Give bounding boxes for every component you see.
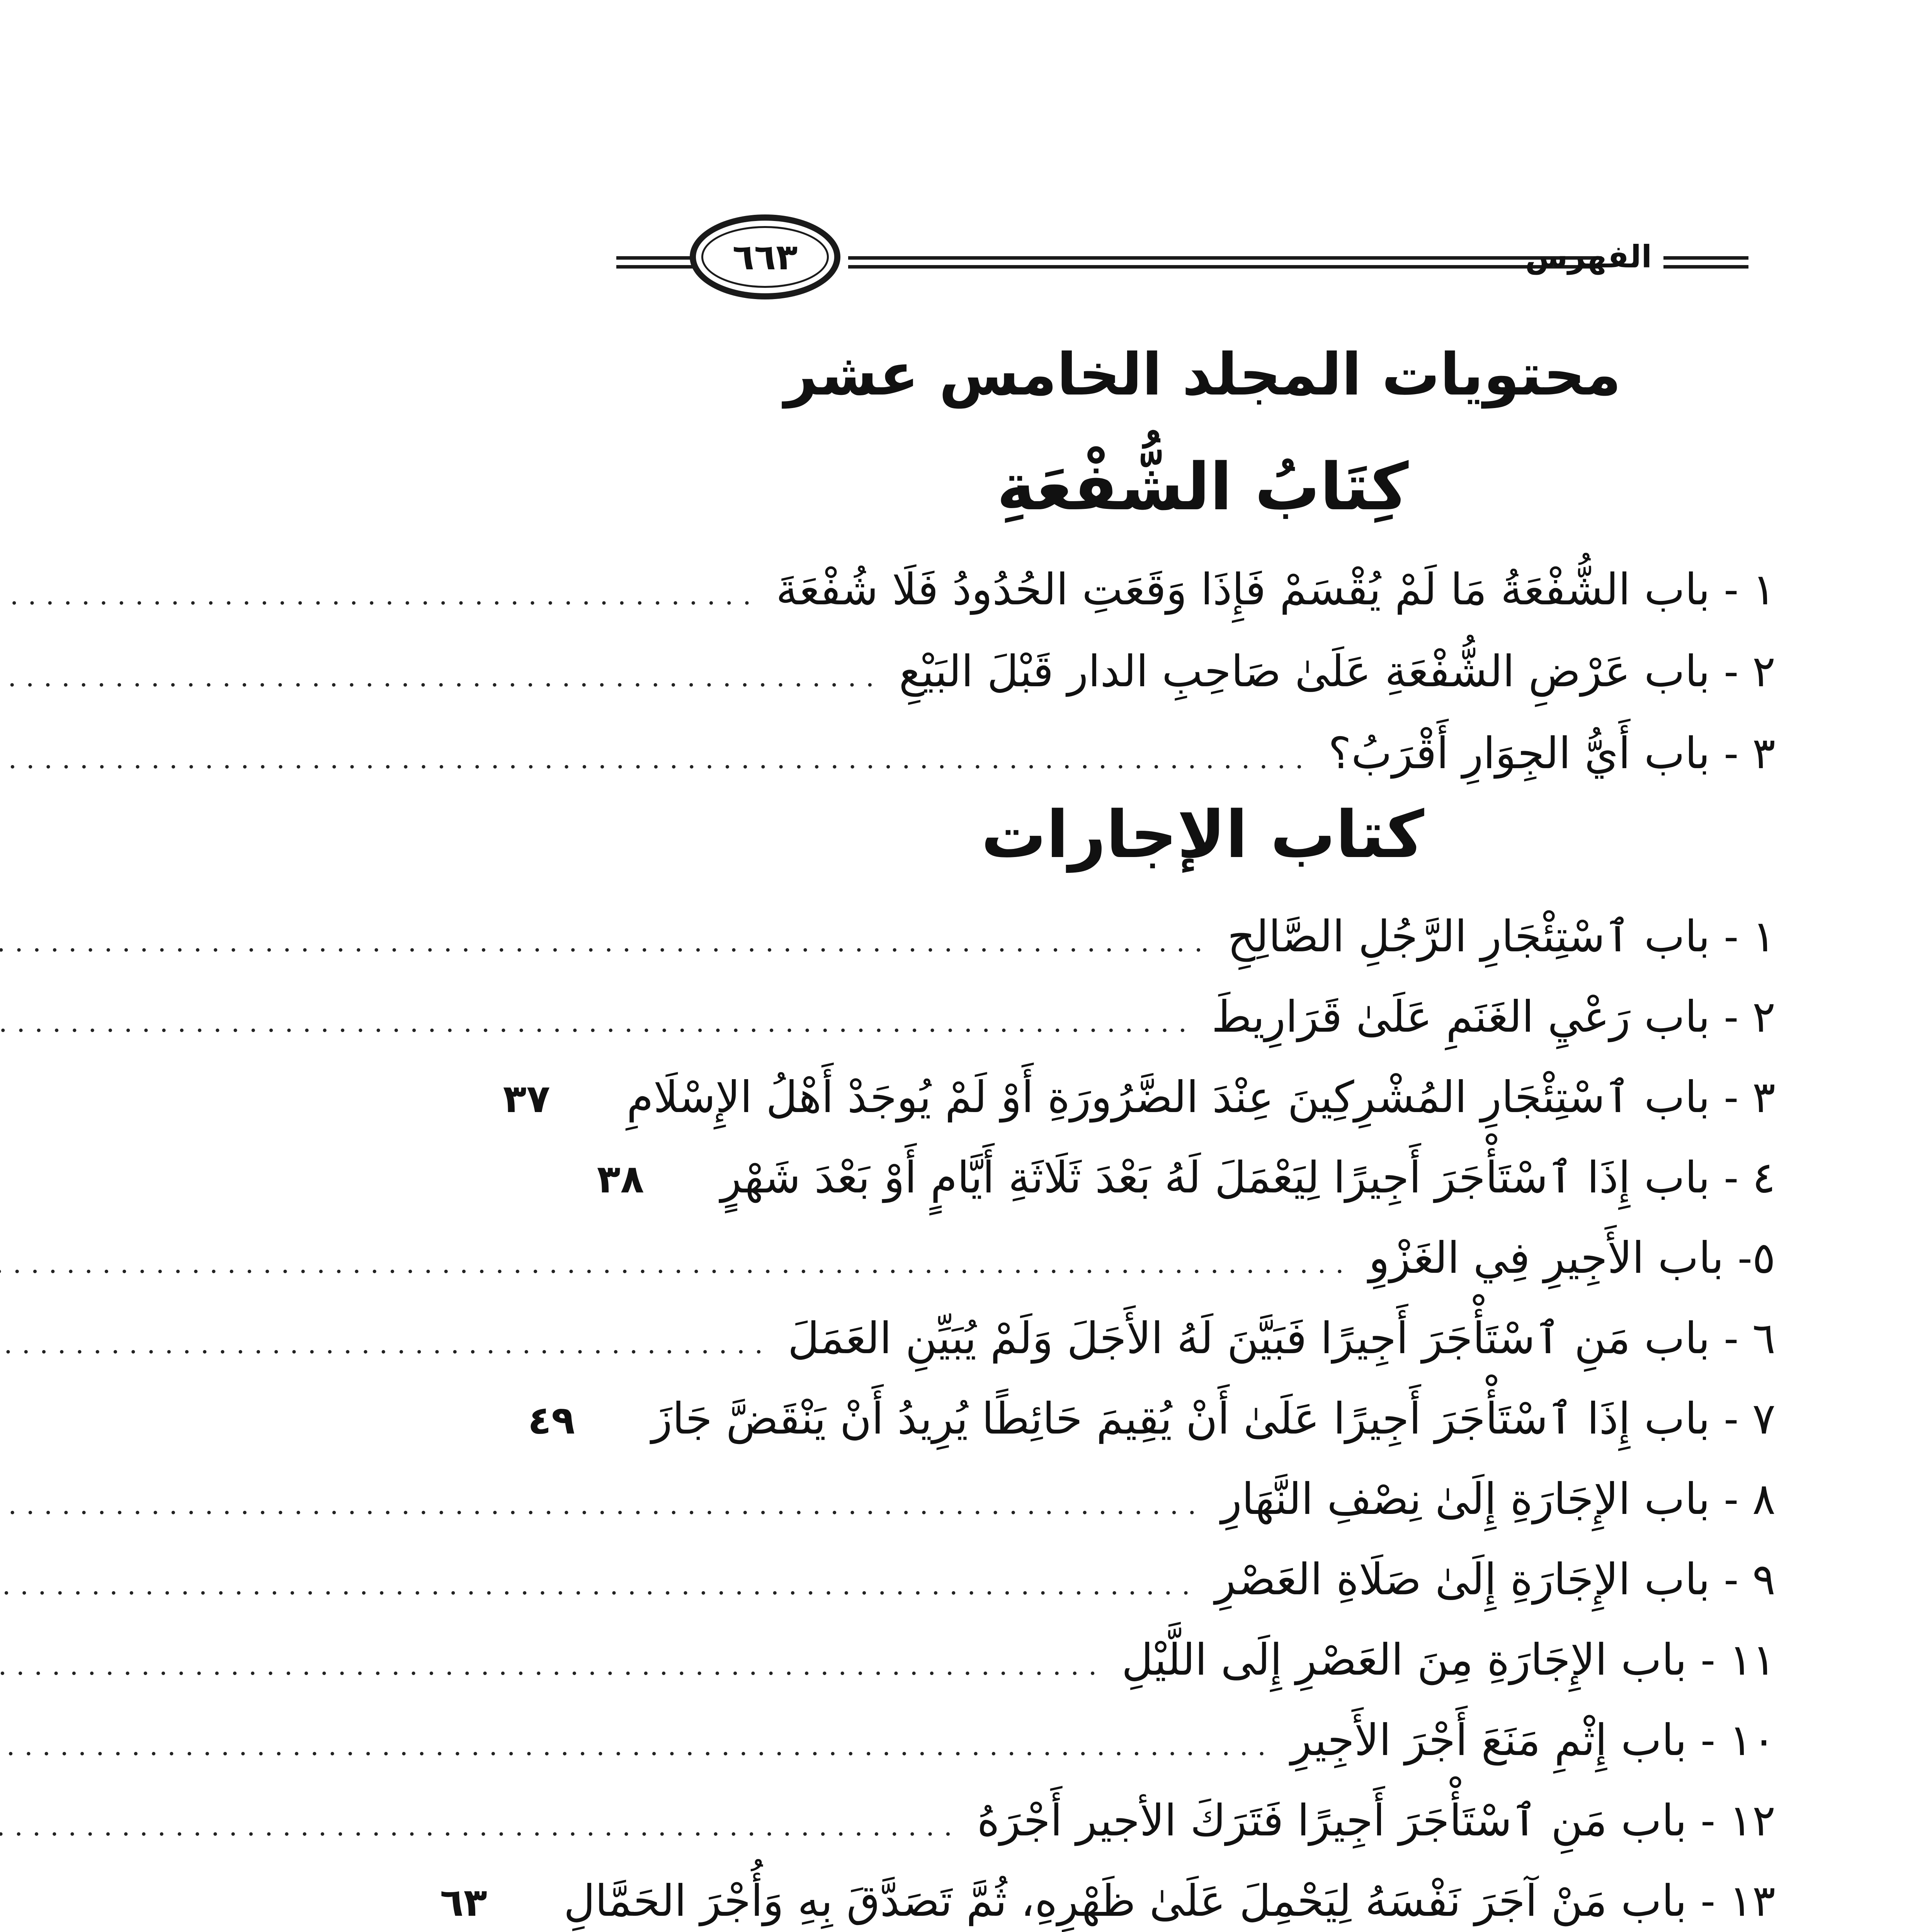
book-title-ijarat: كتاب الإجارات — [981, 797, 1424, 872]
toc-entry — [643, 713, 1776, 794]
dot-leader — [0, 1304, 772, 1384]
toc-list-shufa — [643, 549, 1776, 794]
entry-page-number: ٣٨ — [597, 1156, 644, 1202]
entry-title: ١ - باب الشُّفْعَةُ مَا لَمْ يُقْسَمْ فَإِذَا وَقَعَتِ الحُدُودُ فَلَا شُفْعَةَ — [776, 565, 1776, 615]
entry-title: ١٠ - باب إِثْمِ مَنَعَ أَجْرَ الأَجِيرِ — [1291, 1715, 1776, 1765]
dot-leader — [0, 1464, 1206, 1545]
entry-page-number: ٤٩ — [527, 1398, 575, 1443]
volume-title: محتويات المجلد الخامس عشر — [784, 341, 1621, 408]
entry-title: ٤ - باب إِذَا ٱسْتَأْجَرَ أَجِيرًا لِيَعْمَلَ لَهُ بَعْدَ ثَلَاثَةِ أَيَّامٍ أَوْ بَعْدَ شَهْرٍ — [720, 1153, 1776, 1203]
header-rule — [848, 256, 1602, 269]
toc-entry — [643, 1459, 1776, 1539]
entry-title: ٣ - باب ٱسْتِئْجَارِ المُشْرِكِينَ عِنْدَ الضَّرُورَةِ أَوْ لَمْ يُوجَدْ أَهْلُ الإِسْلَامِ — [626, 1072, 1776, 1122]
entry-page-number: ٦٣ — [440, 1880, 487, 1925]
section-label: الفهرس — [1525, 239, 1652, 275]
toc-entry — [643, 1539, 1776, 1620]
toc-entry — [643, 1781, 1776, 1861]
entry-title: ١١ - باب الإِجَارَةِ مِنَ العَصْرِ إِلَى اللَّيْلِ — [1121, 1635, 1776, 1685]
toc-entry — [643, 1700, 1776, 1781]
toc-entry — [643, 1298, 1776, 1379]
entry-title: ١ - باب ٱسْتِئْجَارِ الرَّجُلِ الصَّالِحِ — [1227, 912, 1776, 962]
book-title-shufa: كِتَابُ الشُّفْعَةِ — [997, 449, 1409, 525]
entry-title: ٢ - باب رَعْيِ الغَنَمِ عَلَىٰ قَرَارِيطَ — [1211, 992, 1776, 1042]
dot-leader — [0, 1545, 1199, 1625]
dot-leader — [0, 1625, 1106, 1706]
toc-entry — [643, 977, 1776, 1057]
toc-entry — [643, 549, 1776, 631]
toc-entry — [597, 1138, 1776, 1218]
page-number: ٦٦٣ — [732, 236, 798, 278]
entry-title: ٦ - باب مَنِ ٱسْتَأْجَرَ أَجِيرًا فَبَيَّنَ لَهُ الأَجَلَ وَلَمْ يُبَيِّنِ العَمَلَ — [787, 1313, 1776, 1364]
toc-entry — [643, 1218, 1776, 1298]
dot-leader — [0, 1223, 1353, 1304]
entry-title: ١٣ - باب مَنْ آجَرَ نَفْسَهُ لِيَحْمِلَ عَلَىٰ ظَهْرِهِ، ثُمَّ تَصَدَّقَ بِهِ وَأُجْرَ الحَمَّالِ — [563, 1876, 1776, 1926]
dot-leader — [0, 636, 883, 718]
toc-entry — [643, 896, 1776, 977]
running-header — [601, 214, 1748, 307]
toc-entry — [527, 1379, 1776, 1459]
dot-leader — [0, 982, 1196, 1063]
toc-entry — [643, 1620, 1776, 1700]
dot-leader — [0, 1706, 1275, 1786]
toc-list-ijarat — [440, 896, 1776, 1932]
page-number-badge — [690, 214, 840, 299]
toc-entry — [503, 1057, 1776, 1138]
dot-leader — [0, 902, 1212, 982]
entry-page-number: ٣٧ — [503, 1076, 550, 1121]
dot-leader — [0, 718, 1313, 800]
entry-title: ٨ - باب الإِجَارَةِ إِلَىٰ نِصْفِ النَّهَارِ — [1221, 1474, 1776, 1524]
entry-title: ٥- باب الأَجِيرِ فِي الغَزْوِ — [1368, 1233, 1776, 1283]
header-rule-left — [616, 256, 694, 269]
toc-entry — [440, 1861, 1776, 1932]
header-rule-right — [1663, 256, 1748, 269]
entry-title: ٩ - باب الإِجَارَةِ إِلَىٰ صَلَاةِ العَصْرِ — [1215, 1554, 1776, 1605]
entry-title: ٣ - باب أَيُّ الجِوَارِ أَقْرَبُ؟ — [1328, 728, 1776, 779]
dot-leader — [0, 554, 760, 636]
entry-title: ١٢ - باب مَنِ ٱسْتَأْجَرَ أَجِيرًا فَتَرَكَ الأجير أَجْرَهُ — [977, 1796, 1776, 1846]
entry-title: ٢ - باب عَرْضِ الشُّفْعَةِ عَلَىٰ صَاحِبِ الدار قَبْلَ البَيْعِ — [899, 646, 1776, 697]
toc-entry — [643, 631, 1776, 713]
entry-title: ٧ - باب إِذَا ٱسْتَأْجَرَ أَجِيرًا عَلَىٰ أَنْ يُقِيمَ حَائِطًا يُرِيدُ أَنْ يَنْقَضَّ جَازَ — [651, 1394, 1776, 1444]
dot-leader — [0, 1786, 961, 1866]
